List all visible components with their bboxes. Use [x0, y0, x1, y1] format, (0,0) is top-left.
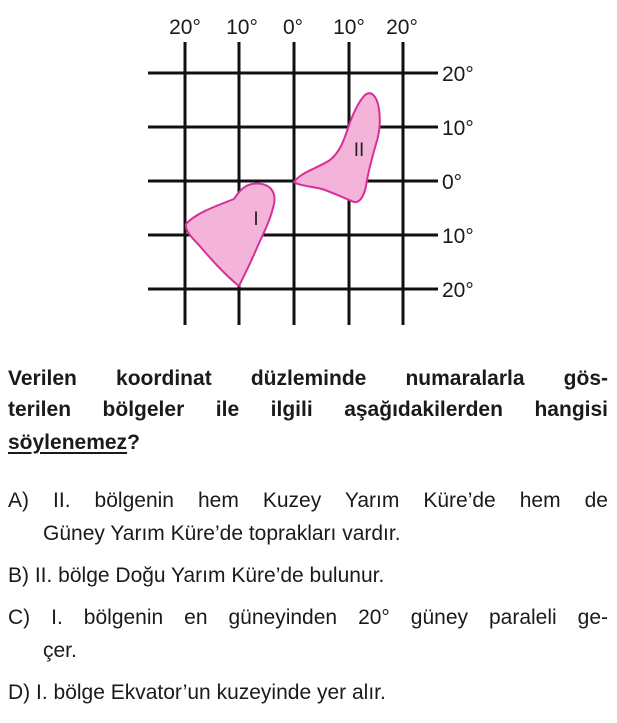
option-b[interactable] [8, 561, 608, 591]
latitude-label: 0° [442, 171, 463, 194]
latitude-label: 10° [442, 225, 474, 248]
option-a-line-1 [8, 486, 608, 516]
latitude-label: 20° [442, 279, 474, 302]
latitude-labels [442, 63, 474, 302]
region-ii [294, 93, 380, 202]
region-ii-label: II [353, 140, 365, 161]
longitude-label: 10° [333, 16, 365, 39]
longitude-label: 10° [226, 16, 258, 39]
option-c[interactable] [8, 603, 608, 633]
longitude-label: 20° [169, 16, 201, 39]
option-text: I. bölge Ekvator’un kuzeyinde yer alır. [36, 681, 386, 704]
question-mark: ? [127, 431, 140, 454]
option-c-line-2: çer. [43, 639, 77, 662]
question-keyword-underlined: söylenemez [8, 431, 128, 454]
longitude-label: 0° [282, 16, 304, 39]
option-letter: C) [8, 606, 31, 629]
latitude-label: 10° [442, 117, 474, 140]
coordinate-map [0, 0, 617, 345]
option-text: II. bölgenin hem Kuzey Yarım Küre’de hem de [53, 489, 608, 512]
option-text: I. bölgenin en güneyinden 20° güney paraleli ge- [51, 606, 609, 629]
option-letter: D) [8, 681, 31, 704]
option-d[interactable] [8, 678, 608, 708]
meridian-lines [185, 42, 403, 325]
option-c-line-1 [8, 603, 608, 633]
option-letter: A) [8, 489, 29, 512]
question-line-2: terilen bölgeler ile ilgili aşağıdakilerden hangisi [8, 398, 608, 421]
option-text: II. bölge Doğu Yarım Küre’de bulunur. [34, 564, 385, 587]
longitude-label: 20° [386, 16, 418, 39]
question-line-1: Verilen koordinat düzleminde numaralarla gös- [8, 367, 608, 390]
region-i-label: I [253, 209, 259, 230]
option-a[interactable] [8, 486, 608, 516]
latitude-label: 20° [442, 63, 474, 86]
option-letter: B) [8, 564, 29, 587]
question-line-3 [8, 427, 608, 458]
region-i [186, 184, 275, 286]
option-a-line-2: Güney Yarım Küre’de toprakları vardır. [43, 522, 401, 545]
longitude-labels [169, 16, 418, 39]
